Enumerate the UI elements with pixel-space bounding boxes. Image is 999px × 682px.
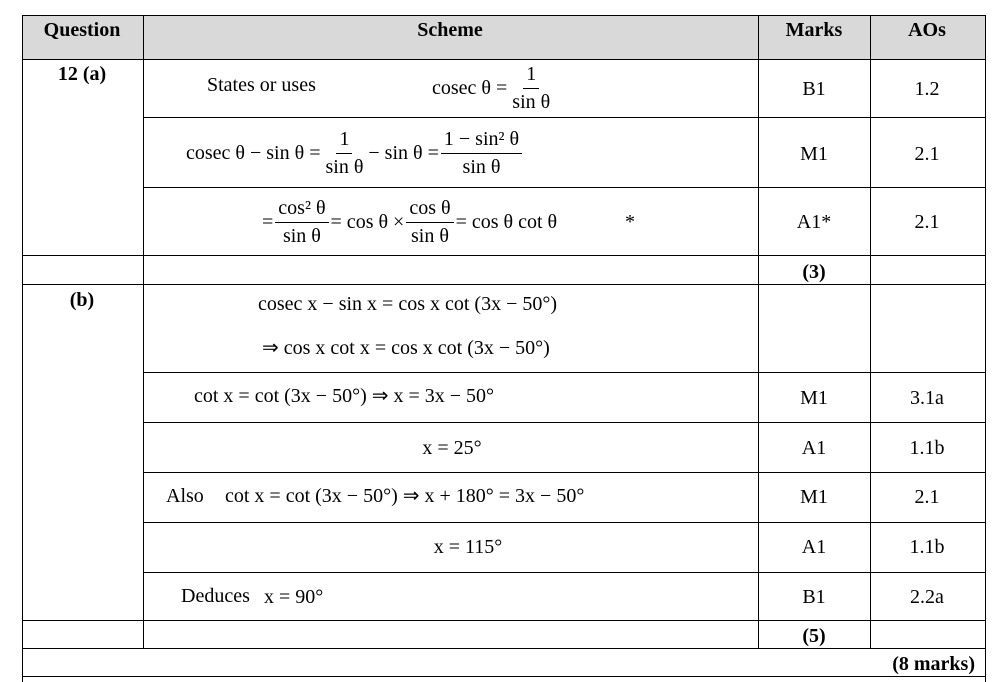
numerator: cos² θ — [275, 197, 328, 223]
scheme-text: States or uses — [207, 74, 316, 96]
scheme-math: cosec x − sin x = cos x cot (3x − 50°) — [258, 293, 558, 315]
header-question: Question — [43, 19, 121, 41]
question-label-b: (b) — [69, 289, 95, 311]
scheme-math: ⇒ cos x cot x = cos x cot (3x − 50°) — [262, 337, 550, 359]
scheme-math — [262, 193, 557, 251]
divider — [143, 522, 986, 523]
divider — [143, 187, 986, 188]
denominator: sin θ — [282, 224, 321, 247]
ao: 2.1 — [914, 486, 940, 508]
fraction — [275, 197, 328, 248]
math-mid: − sin θ = — [368, 141, 439, 164]
math-lhs: cosec θ = — [432, 76, 508, 99]
numerator: 1 — [523, 63, 539, 89]
divider — [985, 15, 986, 682]
subtotal-a: (3) — [802, 261, 826, 283]
denominator: sin θ — [462, 155, 501, 178]
math-rhs: = cos θ cot θ — [455, 210, 558, 233]
scheme-math: cot x = cot (3x − 50°) ⇒ x + 180° = 3x − 50° — [225, 485, 585, 507]
divider — [22, 648, 986, 649]
fraction — [509, 63, 553, 114]
math-lhs: cosec θ − sin θ = — [186, 141, 321, 164]
scheme-math: cot x = cot (3x − 50°) ⇒ x = 3x − 50° — [194, 385, 495, 407]
denominator: sin θ — [411, 224, 449, 247]
divider — [870, 15, 871, 648]
divider — [758, 15, 759, 648]
divider — [22, 284, 986, 285]
header-marks: Marks — [785, 19, 843, 41]
mark: A1* — [796, 211, 832, 233]
grand-total: (8 marks) — [892, 653, 975, 675]
ao: 3.1a — [910, 387, 944, 409]
divider — [22, 15, 986, 16]
divider — [143, 15, 144, 648]
fraction — [322, 128, 366, 179]
denominator: sin θ — [325, 155, 364, 178]
mark: A1 — [801, 437, 827, 459]
divider — [143, 472, 986, 473]
ao: 2.2a — [910, 586, 944, 608]
mark: B1 — [802, 78, 826, 100]
fraction — [441, 128, 522, 179]
question-label-a: 12 (a) — [57, 63, 107, 85]
ao: 2.1 — [914, 143, 940, 165]
divider — [22, 676, 986, 677]
divider — [22, 255, 986, 256]
scheme-math — [432, 62, 555, 114]
numerator: 1 − sin² θ — [441, 128, 522, 154]
divider — [143, 572, 986, 573]
ao: 2.1 — [914, 211, 940, 233]
ao: 1.1b — [909, 437, 945, 459]
scheme-math: x = 115° — [433, 536, 503, 558]
mark: B1 — [802, 586, 826, 608]
numerator: cos θ — [406, 197, 453, 223]
mark: M1 — [800, 387, 828, 409]
scheme-math: x = 90° — [264, 586, 324, 608]
scheme-text: Deduces — [181, 585, 250, 607]
divider — [22, 15, 23, 682]
divider — [22, 620, 986, 621]
mark: M1 — [800, 486, 828, 508]
math-lhs: = — [262, 210, 274, 233]
scheme-text: Also — [166, 485, 204, 507]
ao: 1.2 — [914, 78, 940, 100]
divider — [143, 372, 986, 373]
scheme-math: x = 25° — [422, 437, 482, 459]
mark: A1 — [801, 536, 827, 558]
numerator: 1 — [336, 128, 352, 154]
math-mid: = cos θ × — [330, 210, 405, 233]
header-scheme: Scheme — [417, 19, 483, 41]
header-aos: AOs — [908, 19, 946, 41]
denominator: sin θ — [512, 90, 551, 113]
scheme-math — [186, 124, 524, 182]
subtotal-b: (5) — [802, 625, 826, 647]
divider — [143, 117, 986, 118]
divider — [143, 422, 986, 423]
fraction — [406, 197, 453, 248]
ao: 1.1b — [909, 536, 945, 558]
mark: M1 — [800, 143, 828, 165]
given-answer-star: * — [625, 211, 635, 233]
divider — [22, 59, 986, 60]
